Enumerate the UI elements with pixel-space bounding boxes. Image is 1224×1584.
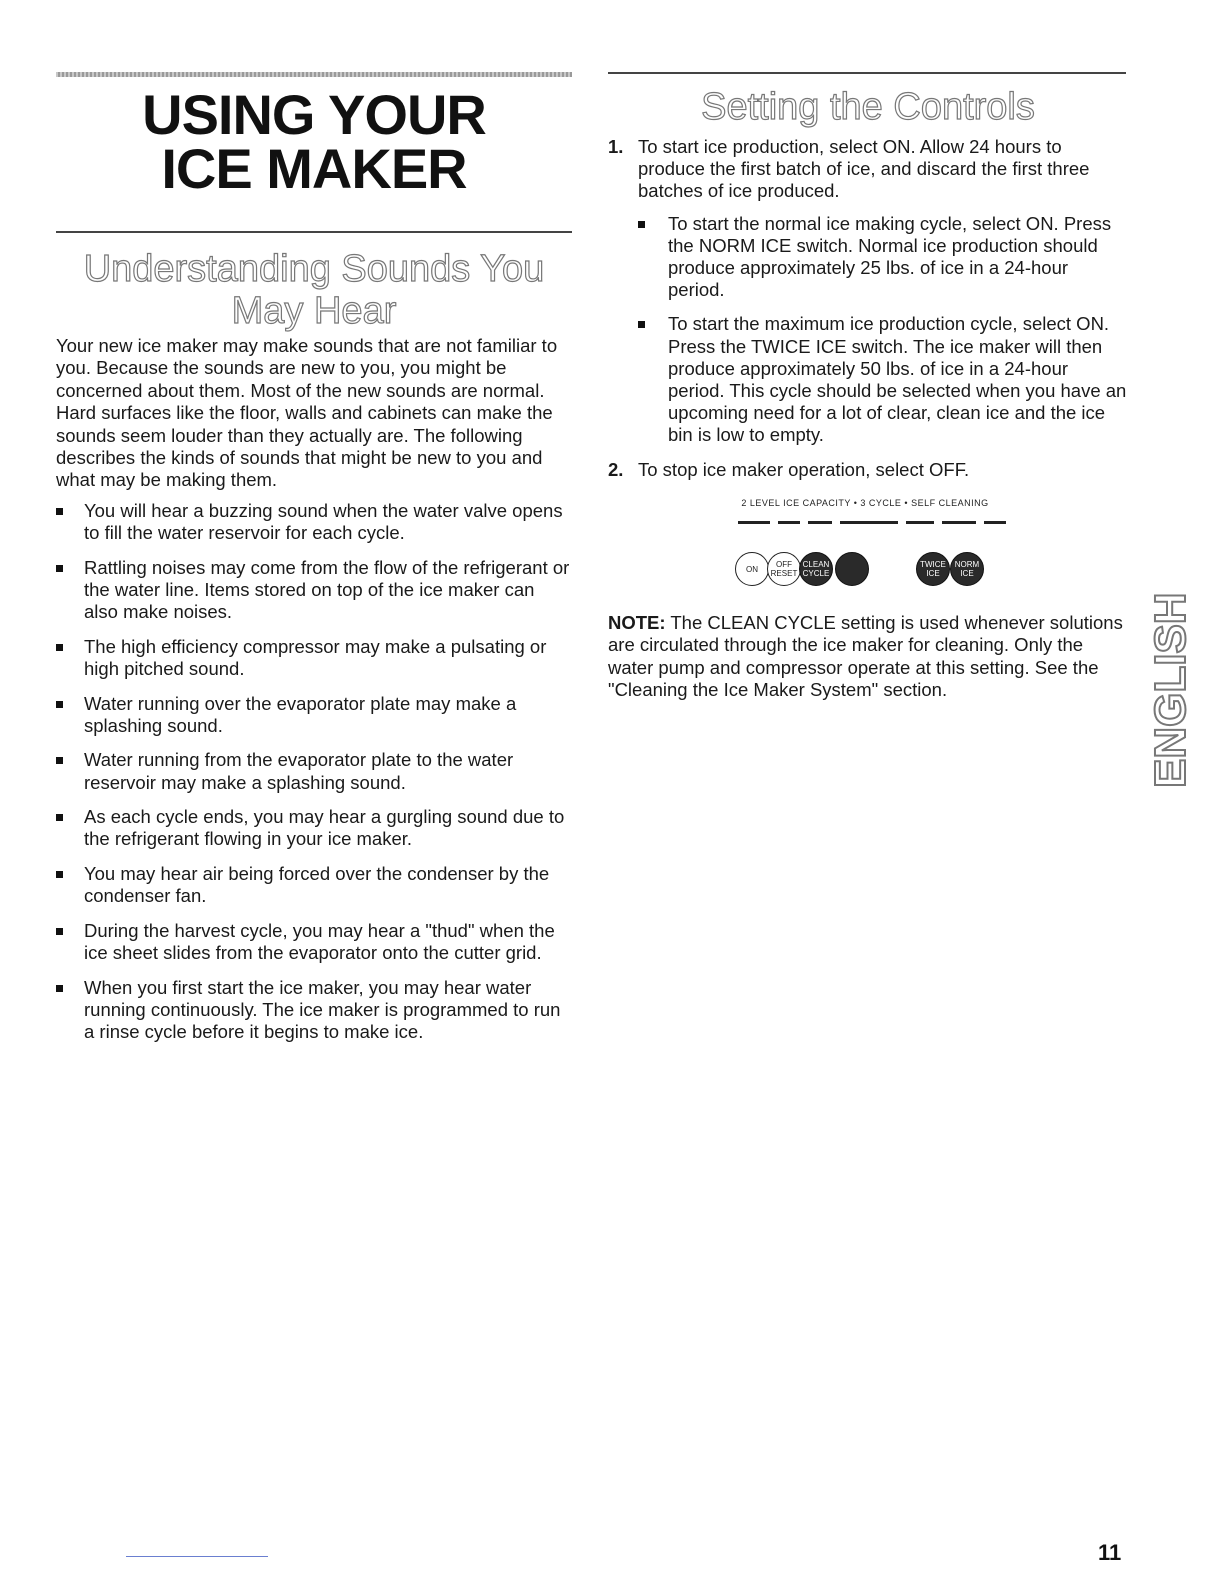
list-item: The high efficiency compressor may make a pulsating or high pitched sound. [56,636,572,680]
step-item [608,136,1128,447]
note-label: NOTE: [608,612,666,633]
bullet-square-icon [56,701,63,708]
footer-rule [126,1556,268,1557]
list-item: Water running over the evaporator plate may make a splashing sound. [56,693,572,737]
bullet-square-icon [56,757,63,764]
note-paragraph [608,612,1124,702]
controls-heading: Setting the Controls [701,86,1035,128]
bullet-square-icon [638,321,645,328]
sounds-heading: Understanding Sounds You May Hear [83,248,545,332]
on-button[interactable]: ON [735,552,769,586]
page-number: 11 [1098,1540,1122,1565]
bullet-square-icon [56,508,63,515]
step-text: To start ice production, select ON. Allow 24 hours to produce the first batch of ice, and discard the first three batches of ice produced. [638,136,1090,202]
clean-cycle-button[interactable]: CLEAN CYCLE [799,552,833,586]
bullet-square-icon [56,985,63,992]
step-number: 2. [608,458,624,480]
step-item [608,459,1128,481]
bullet-square-icon [56,814,63,821]
control-panel-label: 2 LEVEL ICE CAPACITY • 3 CYCLE • SELF CLEANING [741,498,989,508]
list-item: As each cycle ends, you may hear a gurgling sound due to the refrigerant flowing in your ice maker. [56,806,572,850]
bullet-square-icon [56,644,63,651]
sub-list [638,213,1128,447]
language-tab: ENGLISH [1146,592,1195,788]
bullet-square-icon [56,928,63,935]
list-item: Water running from the evaporator plate to the water reservoir may make a splashing sound. [56,749,572,793]
page-title-line2: ICE MAKER [161,137,467,200]
control-panel-dashes [738,520,1008,526]
bullet-square-icon [638,221,645,228]
step-text: To stop ice maker operation, select OFF. [638,458,970,480]
off-reset-button[interactable]: OFF RESET [767,552,801,586]
page-title [56,83,572,200]
step-number: 1. [608,136,624,157]
sounds-intro: Your new ice maker may make sounds that are not familiar to you. Because the sounds are new to you, you might be concerned about them. Most of the new sounds are normal. Hard surfaces like the floor, walls and cabinets can make the sounds seem louder than they actually are. The following describes the kinds of sounds that might be new to you and what may be making them. [56,335,558,491]
bullet-square-icon [56,565,63,572]
list-item: During the harvest cycle, you may hear a "thud" when the ice sheet slides from the evaporator onto the cutter grid. [56,920,572,964]
norm-ice-button[interactable]: NORM ICE [950,552,984,586]
twice-ice-button[interactable]: TWICE ICE [916,552,950,586]
section-divider-left [56,231,572,233]
list-item: To start the maximum ice production cycle, select ON. Press the TWICE ICE switch. The ice maker will then produce approximately 50 lbs. of ice in a 24-hour period. This cycle should be selected when you have an upcoming need for a lot of clear, clean ice and the ice bin is low to empty. [638,313,1128,446]
page-title-line1: USING YOUR [142,83,486,146]
top-divider-left [56,72,572,77]
controls-steps [608,136,1128,481]
list-item: You may hear air being forced over the condenser by the condenser fan. [56,863,572,907]
note-text: The CLEAN CYCLE setting is used whenever solutions are circulated through the ice maker for cleaning. Only the water pump and compressor operate at this setting. See the "Cleaning the Ice Maker System" section. [608,612,1123,701]
list-item: To start the normal ice making cycle, select ON. Press the NORM ICE switch. Normal ice production should produce approximately 25 lbs. of ice in a 24-hour period. [638,213,1128,302]
list-item: Rattling noises may come from the flow of the refrigerant or the water line. Items stored on top of the ice maker can also make noises. [56,557,572,624]
top-divider-right [608,72,1126,74]
bullet-square-icon [56,871,63,878]
list-item: You will hear a buzzing sound when the water valve opens to fill the water reservoir for each cycle. [56,500,572,544]
extra-dark-button[interactable] [835,552,869,586]
sounds-list [56,500,572,1056]
list-item: When you first start the ice maker, you may hear water running continuously. The ice maker is programmed to run a rinse cycle before it begins to make ice. [56,977,572,1044]
